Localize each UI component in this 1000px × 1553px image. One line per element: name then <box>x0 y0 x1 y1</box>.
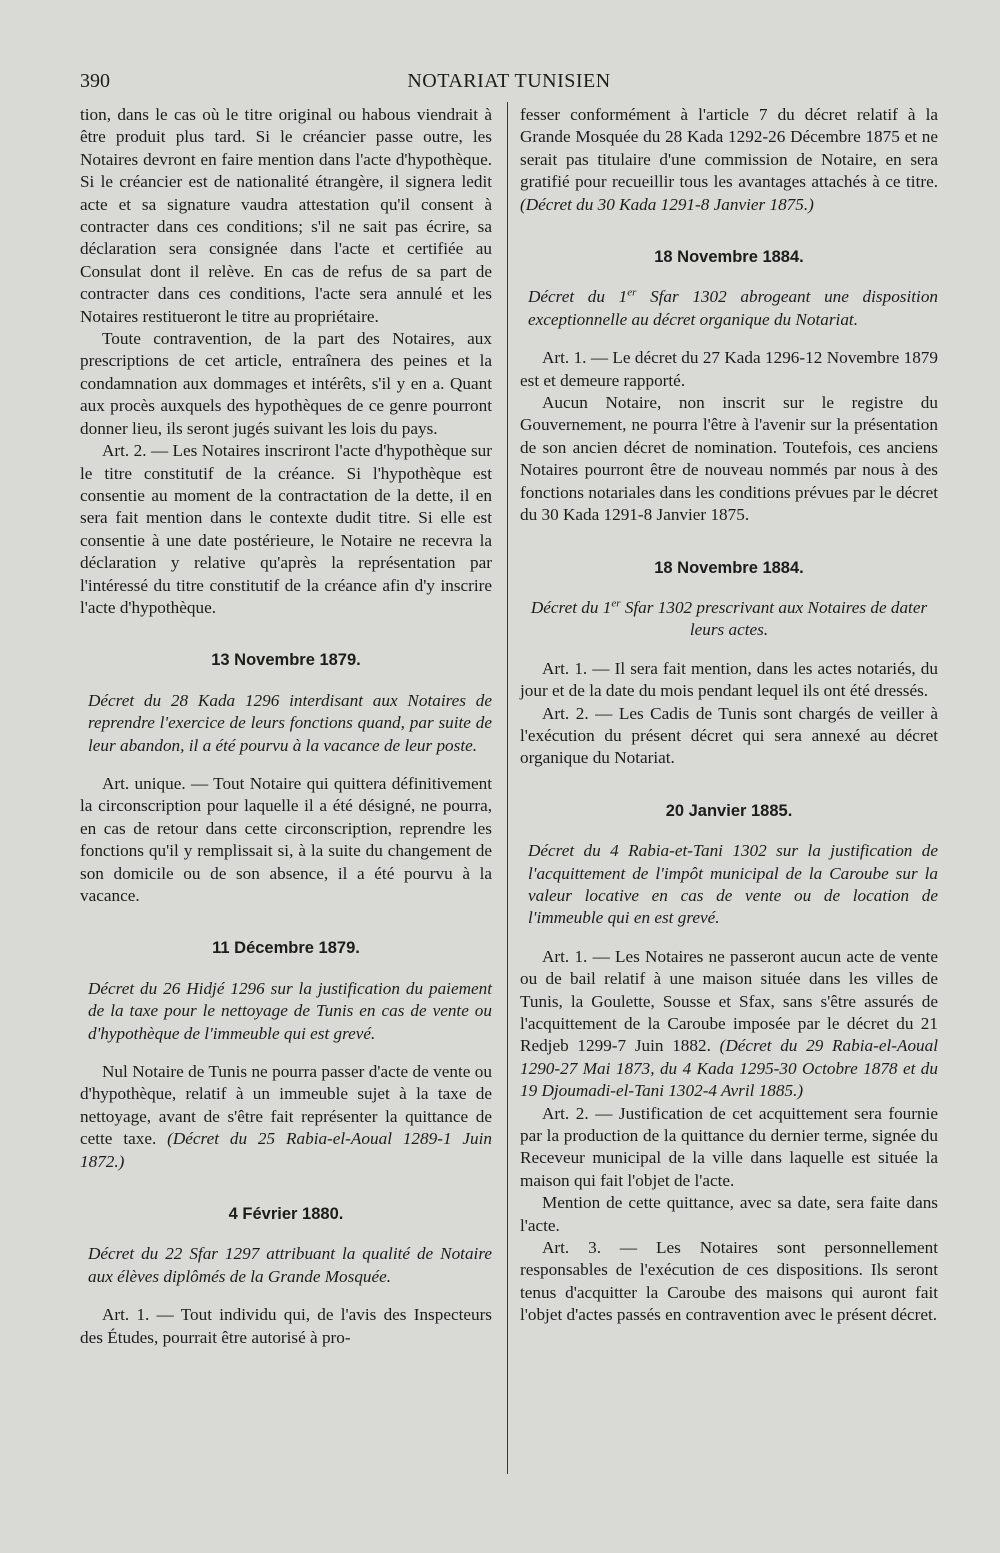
decree-reference: (Décret du 29 Rabia-el-Aoual 1290-27 Mai 1873, du 4 Kada 1295-30 Octobre 1878 et du 19 Djoumadi-el-Tani 1302-4 Avril 1885.) <box>520 1036 938 1101</box>
decree-title-text: Sfar 1302 prescrivant aux Notaires de dater leurs actes. <box>620 597 928 640</box>
column-divider <box>507 102 508 1474</box>
running-title: NOTARIAT TUNISIEN <box>407 70 611 92</box>
paragraph-text: fesser conformément à l'article 7 du décret relatif à la Grande Mosquée du 28 Kada 1292-26 Décembre 1875 et ne serait pas titulaire d'une commission de Notaire, en sera gratifié pour recueillir tous les avantages attachés à ce titre. <box>520 105 938 192</box>
paragraph-text: Nul Notaire de Tunis ne pourra passer d'acte de vente ou d'hypothèque, relatif à un immeuble sujet à la taxe de nettoyage, avant de s'être fait représenter la quittance de cette taxe. <box>80 1062 492 1149</box>
section-date-heading: 18 Novembre 1884. <box>654 558 804 577</box>
paragraph: Toute contravention, de la part des Notaires, aux prescriptions de cet article, entraînera des peines et la condamnation aux dommages et intérêts, s'il y en a. Quant aux procès auxquels des hypothèques de ce genre pourront donner lieu, ils seront jugés suivant les lois du pays. <box>80 329 492 438</box>
paragraph: Art. 2. — Les Cadis de Tunis sont chargés de veiller à l'exécution du présent décret qui sera annexé au décret organique du Notariat. <box>520 703 938 768</box>
decree-title-text: Décret du 1 <box>530 597 612 617</box>
decree-title: Décret du 4 Rabia-et-Tani 1302 sur la justification de l'acquittement de l'impôt municipal de la Caroube sur la valeur locative en cas de vente ou de location de l'immeuble qui en est grevé. <box>528 841 938 928</box>
section-date-heading: 4 Février 1880. <box>228 1205 344 1224</box>
decree-title: Décret du 26 Hidjé 1296 sur la justification du paiement de la taxe pour le nettoyage de Tunis en cas de vente ou d'hypothèque de l'immeuble qui est grevé. <box>88 978 492 1043</box>
decree-title: Décret du 28 Kada 1296 interdisant aux Notaires de reprendre l'exercice de leurs fonctions quand, par suite de leur abandon, il a été pourvu à la vacance de leur poste. <box>88 690 492 755</box>
decree-title-text: Sfar 1302 abrogeant une disposition exceptionnelle au décret organique du Notariat. <box>528 287 939 329</box>
paragraph: Art. 1. — Le décret du 27 Kada 1296-12 Novembre 1879 est et demeure rapporté. <box>520 348 938 390</box>
superscript: er <box>627 286 637 299</box>
paragraph <box>520 104 938 216</box>
paragraph: Aucun Notaire, non inscrit sur le registre du Gouvernement, ne pourra l'être à l'avenir sur la présentation de son ancien décret de nomination. Toutefois, ces anciens Notaires pourront être de nouveau nommés par nous à des fonctions notariales dans les conditions prévues par le décret du 30 Kada 1291-8 Janvier 1875. <box>520 393 938 525</box>
section-date-heading: 20 Janvier 1885. <box>665 801 793 820</box>
section-date-heading: 18 Novembre 1884. <box>654 248 804 267</box>
paragraph <box>520 946 938 1103</box>
section-date-heading: 13 Novembre 1879. <box>211 651 361 670</box>
paragraph: Art. unique. — Tout Notaire qui quittera définitivement la circonscription pour laquelle il a été désigné, ne pourra, en cas de retour dans cette circonscription, reprendre les fonctions qu'il y remplissait si, à la suite du changement de son domicile ou de son absence, il a été pourvu à la vacance. <box>80 773 492 905</box>
paragraph: Art. 1. — Il sera fait mention, dans les actes notariés, du jour et de la date du mois pendant lequel ils ont été dressés. <box>520 658 938 701</box>
decree-title-text: Décret du 1 <box>528 287 628 307</box>
decree-title: Décret du 22 Sfar 1297 attribuant la qualité de Notaire aux élèves diplômés de la Grande Mosquée. <box>88 1244 492 1286</box>
paragraph: Mention de cette quittance, avec sa date, sera faite dans l'acte. <box>520 1193 938 1235</box>
paragraph: Art. 3. — Les Notaires sont personnellement responsables de l'exécution de ces dispositions. Ils seront tenus d'acquitter la Caroube des maisons qui auront fait l'objet d'actes passés en contravention avec le présent décret. <box>520 1238 938 1325</box>
decree-reference: (Décret du 25 Rabia-el-Aoual 1289-1 Juin 1872.) <box>80 1129 493 1171</box>
paragraph <box>80 1061 492 1173</box>
paragraph-text: Art. 1. — Les Notaires ne passeront aucun acte de vente ou de bail relatif à une maison située dans les villes de Tunis, la Goulette, Sousse et Sfax, sans s'être assurés de l'acquittement de la Caroube imposée par le décret du 21 Redjeb 1299-7 Juin 1882. <box>520 946 938 1056</box>
paragraph: Art. 2. — Justification de cet acquittement sera fournie par la production de la quittance du dernier terme, signée du Receveur municipal de la ville dans laquelle est située la maison qui fait l'objet de l'acte. <box>520 1103 938 1190</box>
page-number: 390 <box>80 70 110 92</box>
left-column <box>80 104 492 1349</box>
section-date-heading: 11 Décembre 1879. <box>212 939 360 958</box>
paragraph: Art. 1. — Tout individu qui, de l'avis des Inspecteurs des Études, pourrait être autorisé à pro- <box>80 1305 492 1347</box>
decree-reference: (Décret du 30 Kada 1291-8 Janvier 1875.) <box>520 194 814 214</box>
decree-title <box>520 597 938 642</box>
paragraph: Art. 2. — Les Notaires inscriront l'acte d'hypothèque sur le titre constitutif de la créance. Si l'hypothèque est consentie au moment de la contractation de la dette, il en sera fait mention dans le contexte dudit titre. Si elle est consentie à une date postérieure, le Notaire ne recevra la déclaration y relative qu'après la représentation par l'intéressé du titre constitutif de la créance afin d'y inscrire l'acte d'hypothèque. <box>80 441 492 617</box>
page-header <box>80 70 938 100</box>
right-column <box>520 104 938 1327</box>
superscript: er <box>611 597 621 610</box>
decree-title <box>520 286 938 331</box>
paragraph: tion, dans le cas où le titre original ou habous viendrait à être produit plus tard. Si le créancier passe outre, les Notaires devront en faire mention dans l'acte d'hypothèque. Si le créancier est de nationalité étrangère, il signera ledit acte et sa signature vaudra attestation qu'il consent à contracter dans ces conditions; s'il ne sait pas écrire, sa déclaration sera consignée dans l'acte et certifiée au Consulat dont il relève. En cas de refus de sa part de contracter dans ces conditions, l'acte sera annulé et les Notaires restitueront le titre au propriétaire. <box>80 105 492 326</box>
